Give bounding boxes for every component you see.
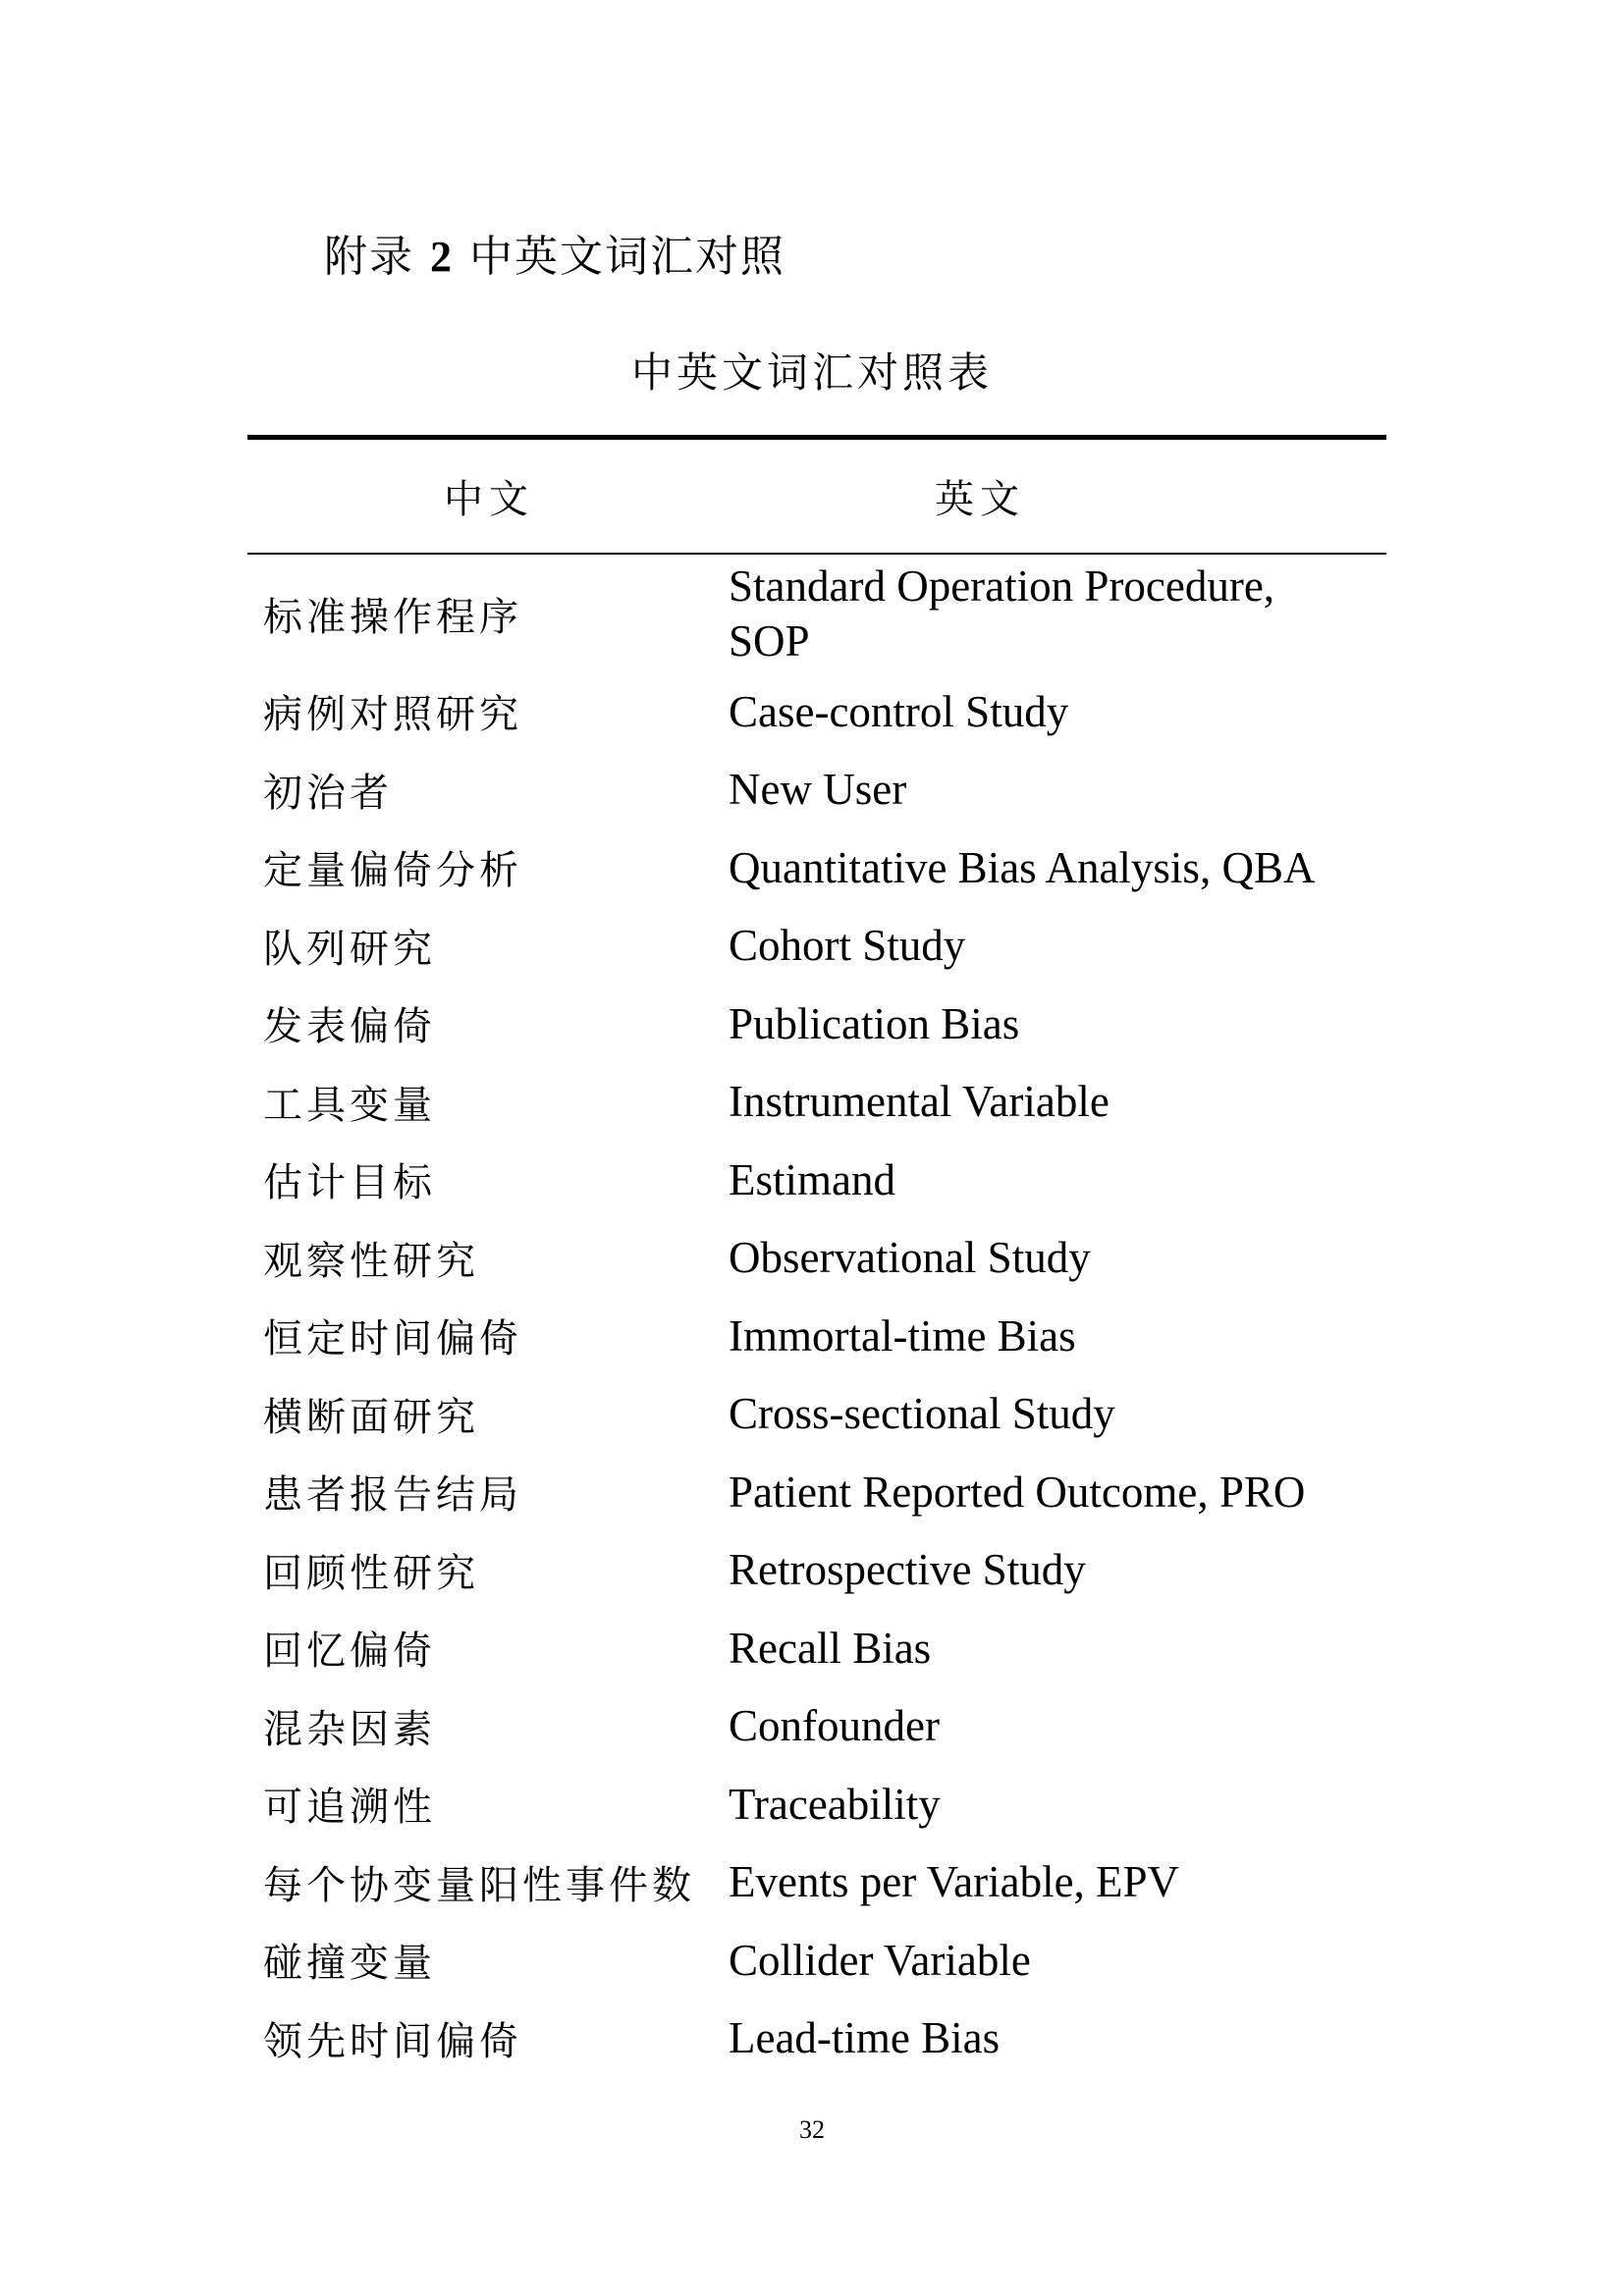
english-term: Lead-time Bias (729, 2013, 1001, 2063)
chinese-term: 回忆偏倚 (263, 1629, 436, 1675)
chinese-term: 定量偏倚分析 (263, 848, 522, 894)
english-term: Patient Reported Outcome, PRO (729, 1467, 1306, 1517)
chinese-term: 回顾性研究 (263, 1550, 479, 1596)
chinese-term: 每个协变量阳性事件数 (263, 1862, 695, 1908)
table-header-row (247, 440, 1386, 553)
english-term: Recall Bias (729, 1623, 932, 1673)
table-row (247, 751, 1386, 829)
english-term: Instrumental Variable (729, 1077, 1110, 1127)
chinese-term: 可追溯性 (263, 1785, 436, 1831)
table-row (247, 1219, 1386, 1298)
chinese-term: 工具变量 (263, 1082, 436, 1128)
page-number: 32 (799, 2115, 825, 2144)
table-row (247, 1687, 1386, 1766)
english-term: Cross-sectional Study (729, 1389, 1115, 1439)
table-row (247, 672, 1386, 751)
english-term: Standard Operation Procedure, SOP (729, 561, 1275, 666)
chinese-term: 初治者 (263, 770, 393, 816)
table-row (247, 1453, 1386, 1531)
chinese-term: 横断面研究 (263, 1394, 479, 1440)
header-english: 英文 (935, 477, 1025, 522)
chinese-term: 患者报告结局 (263, 1472, 522, 1519)
chinese-term: 标准操作程序 (263, 594, 522, 640)
chinese-term: 估计目标 (263, 1160, 436, 1206)
chinese-term: 碰撞变量 (263, 1941, 436, 1987)
table-caption: 中英文词汇对照表 (630, 348, 993, 397)
table-row (247, 1609, 1386, 1687)
english-term: Retrospective Study (729, 1545, 1086, 1595)
table-row (247, 1843, 1386, 1922)
table-row (247, 1375, 1386, 1454)
table-row (247, 985, 1386, 1063)
chinese-term: 队列研究 (263, 926, 436, 972)
heading-title: 中英文词汇对照 (469, 232, 785, 282)
header-chinese: 中文 (444, 477, 534, 522)
chinese-term: 恒定时间偏倚 (263, 1316, 522, 1362)
table-row (247, 1921, 1386, 2000)
table-row (247, 907, 1386, 986)
glossary-table (247, 435, 1386, 2077)
table-row (247, 1297, 1386, 1375)
english-term: Quantitative Bias Analysis, QBA (729, 842, 1316, 892)
heading-prefix: 附录 (324, 232, 414, 282)
table-body (247, 555, 1386, 2077)
table-row (247, 555, 1386, 672)
english-term: Publication Bias (729, 998, 1020, 1048)
english-term: Confounder (729, 1701, 940, 1751)
english-term: Cohort Study (729, 921, 966, 971)
chinese-term: 观察性研究 (263, 1238, 479, 1284)
english-term: Case-control Study (729, 686, 1069, 736)
table-row (247, 1063, 1386, 1142)
english-term: Estimand (729, 1154, 895, 1204)
english-term: Immortal-time Bias (729, 1310, 1076, 1361)
table-row (247, 1531, 1386, 1610)
english-term: Collider Variable (729, 1935, 1031, 1985)
table-row (247, 1765, 1386, 1843)
chinese-term: 领先时间偏倚 (263, 2018, 522, 2064)
heading-number: 2 (430, 233, 454, 281)
english-term: New User (729, 765, 907, 815)
english-term: Events per Variable, EPV (729, 1857, 1180, 1907)
chinese-term: 病例对照研究 (263, 692, 522, 738)
chinese-term: 发表偏倚 (263, 1004, 436, 1050)
table-row (247, 828, 1386, 907)
table-row (247, 2000, 1386, 2078)
table-row (247, 1141, 1386, 1219)
english-term: Observational Study (729, 1233, 1091, 1283)
chinese-term: 混杂因素 (263, 1706, 436, 1752)
appendix-heading (324, 228, 785, 287)
english-term: Traceability (729, 1779, 941, 1829)
